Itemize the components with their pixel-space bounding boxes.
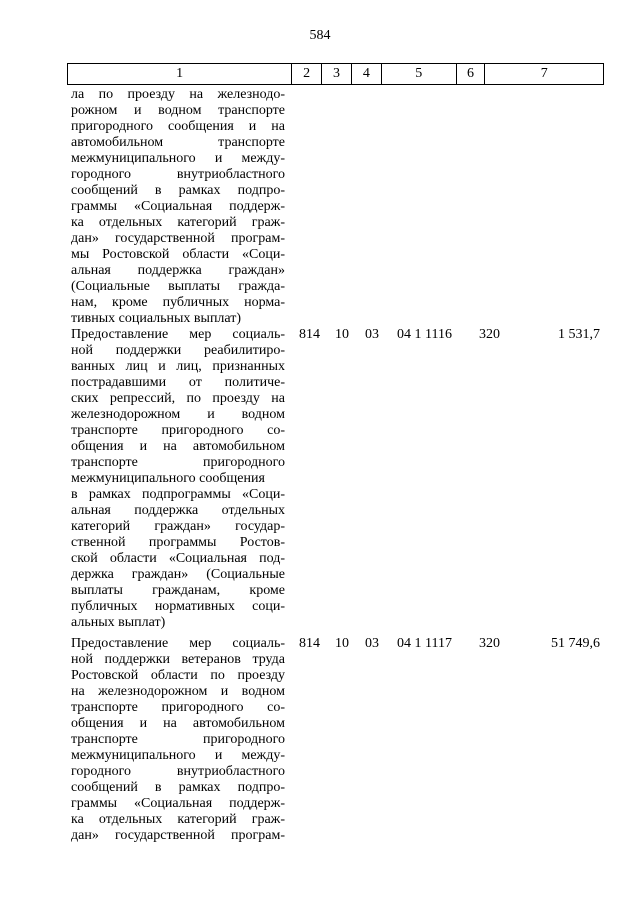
description-line: городного внутриобластного (71, 167, 285, 182)
cell-amount: 51 749,6 (551, 636, 600, 651)
description-line: категорий граждан» государ- (71, 519, 285, 534)
column-header-3: 3 (322, 64, 352, 84)
description-line: дан» государственной програм- (71, 231, 285, 246)
column-header-5: 5 (382, 64, 457, 84)
description-line: нам, кроме публичных норма- (71, 295, 285, 310)
column-header-7: 7 (540, 66, 548, 81)
description-line: (Социальные выплаты гражда- (71, 279, 285, 294)
description-line: транспорте пригородного со- (71, 700, 285, 715)
row-description (71, 87, 285, 327)
table-header (67, 63, 604, 85)
cell-section: 10 (335, 636, 349, 651)
description-line: ственной программы Ростов- (71, 535, 285, 550)
description-line: общения и на автомобильном (71, 439, 285, 454)
description-line: мы Ростовской области «Соци- (71, 247, 285, 262)
description-line: межмуниципального и между- (71, 748, 285, 763)
description-line: общения и на автомобильном (71, 716, 285, 731)
column-header-1: 1 (68, 64, 292, 84)
cell-ministry: 814 (299, 636, 320, 651)
description-line: ной поддержки реабилитиро- (71, 343, 285, 358)
description-line: ной поддержки ветеранов труда (71, 652, 285, 667)
cell-expense-type: 320 (479, 327, 500, 342)
cell-subsection: 03 (365, 636, 379, 651)
page-number: 584 (309, 28, 331, 43)
description-line: в рамках подпрограммы «Соци- (71, 487, 285, 502)
description-line: альная поддержка граждан» (71, 263, 285, 278)
description-line: альных выплат) (71, 615, 166, 630)
description-line: тивных социальных выплат) (71, 311, 242, 326)
description-line: Предоставление мер социаль- (71, 327, 285, 342)
cell-subsection: 03 (365, 327, 379, 342)
description-line: на железнодорожном и водном (71, 684, 285, 699)
row-description (71, 636, 285, 844)
description-line: пригородного сообщения и на (71, 119, 285, 134)
description-line: сообщений в рамках подпро- (71, 183, 285, 198)
description-line: граммы «Социальная поддерж- (71, 796, 285, 811)
description-line: железнодорожном и водном (71, 407, 285, 422)
description-line: Ростовской области по проезду (71, 668, 285, 683)
description-line: граммы «Социальная поддерж- (71, 199, 285, 214)
description-line: ка отдельных категорий граж- (71, 215, 285, 230)
description-line: автомобильном транспорте (71, 135, 285, 150)
row-description (71, 327, 285, 631)
cell-target-article: 04 1 1117 (397, 636, 452, 651)
column-header-6: 6 (457, 64, 486, 84)
description-line: транспорте пригородного (71, 455, 285, 470)
description-line: ской области «Социальная под- (71, 551, 285, 566)
description-line: держка граждан» (Социальные (71, 567, 285, 582)
description-line: транспорте пригородного (71, 732, 285, 747)
cell-ministry: 814 (299, 327, 320, 342)
description-line: ка отдельных категорий граж- (71, 812, 285, 827)
cell-section: 10 (335, 327, 349, 342)
description-line: транспорте пригородного со- (71, 423, 285, 438)
description-line: Предоставление мер социаль- (71, 636, 285, 651)
description-line: сообщений в рамках подпро- (71, 780, 285, 795)
description-line: пострадавшими от политиче- (71, 375, 285, 390)
description-line: альная поддержка отдельных (71, 503, 285, 518)
description-line: межмуниципального и между- (71, 151, 285, 166)
description-line: публичных нормативных соци- (71, 599, 285, 614)
description-line: городного внутриобластного (71, 764, 285, 779)
description-line: выплаты гражданам, кроме (71, 583, 285, 598)
description-line: дан» государственной програм- (71, 828, 285, 843)
description-line: межмуниципального сообщения (71, 471, 265, 486)
column-header-2: 2 (292, 64, 322, 84)
cell-expense-type: 320 (479, 636, 500, 651)
description-line: рожном и водном транспорте (71, 103, 285, 118)
cell-target-article: 04 1 1116 (397, 327, 452, 342)
description-line: ских репрессий, по проезду на (71, 391, 285, 406)
cell-amount: 1 531,7 (558, 327, 600, 342)
description-line: ла по проезду на железнодо- (71, 87, 285, 102)
description-line: ванных лиц и лиц, признанных (71, 359, 285, 374)
column-header-4: 4 (352, 64, 382, 84)
